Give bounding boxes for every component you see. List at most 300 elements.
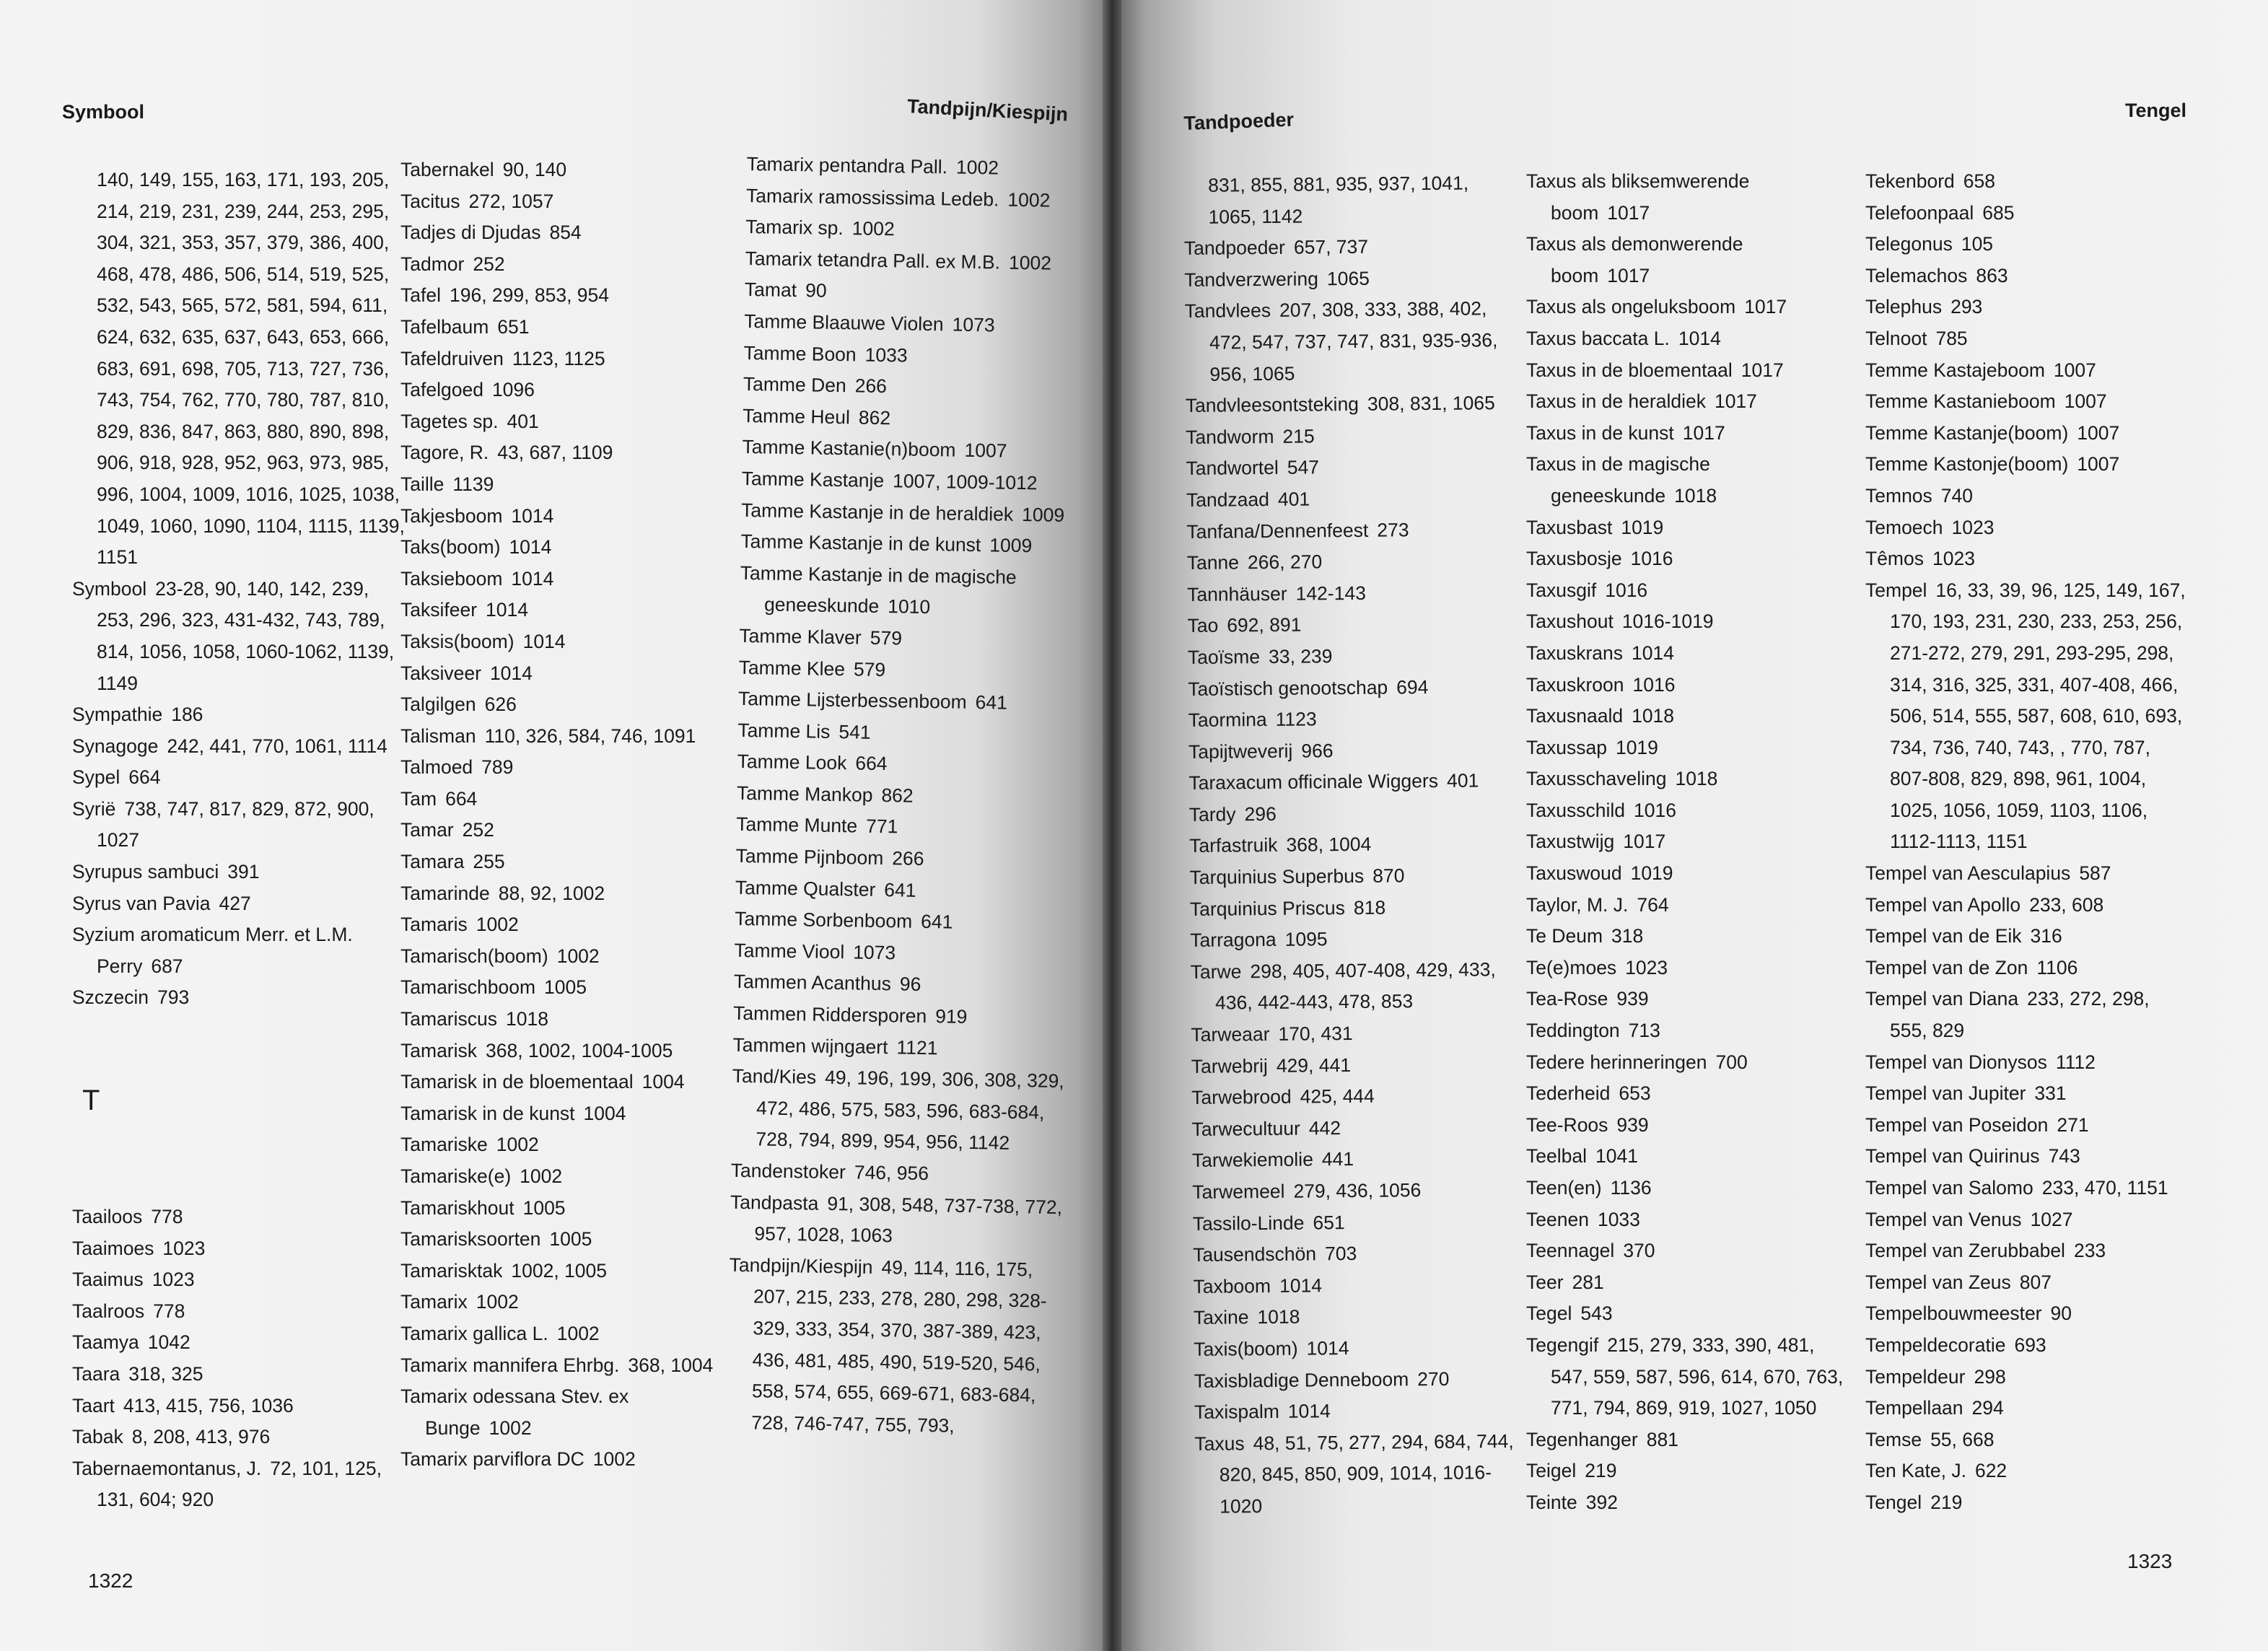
index-term: Tengel [1865,1491,1922,1513]
index-entry [1526,229,1844,292]
page-references: 1042 [147,1331,191,1354]
page-references: 664 [445,787,478,810]
index-term: Tamme Boon [743,341,857,365]
index-entry [72,1359,411,1391]
page-references: 90, 140 [502,159,567,180]
index-term: Talgilgen [400,693,476,716]
index-term: Taailoos [72,1206,143,1228]
index-entry [1194,1426,1520,1523]
index-term: Tamarix pentandra Pall. [746,152,948,178]
index-term: Tamarix odessana Stev. ex Bunge [400,1385,629,1439]
index-entry [1526,952,1844,984]
page-references: 1017 [1744,296,1787,318]
index-term: Tederheid [1526,1082,1611,1105]
page-references: 1016-1019 [1621,610,1714,633]
page-references: 1002 [489,1416,532,1439]
page-references: 1073 [852,941,896,964]
page-references: 298, 405, 407-408, 429, 433, 436, 442-443, 478, 853 [1214,958,1496,1015]
index-entry [1526,638,1844,670]
index-entry [1189,797,1514,831]
page-references: 1027 [2030,1208,2073,1230]
page-references: 296 [1244,802,1277,826]
index-entry [745,243,1081,280]
index-entry [1865,1047,2190,1079]
index-term: Taksifeer [400,599,478,621]
index-entry [1189,859,1514,894]
index-entry [746,180,1082,217]
page-references: 793 [157,986,190,1009]
index-entry [400,846,732,878]
index-term: Telegonus [1865,233,1953,255]
index-term: Taxus in de kunst [1526,421,1674,444]
index-term: Tamme Klaver [739,624,862,649]
page-references: 651 [1313,1211,1345,1234]
page-references: 1023 [162,1237,206,1259]
index-term: Synagoge [72,735,159,757]
index-term: Taxustwijg [1526,831,1615,853]
page-references: 1136 [1610,1177,1652,1199]
index-entry [1865,984,2190,1046]
page-references: 1014 [1287,1400,1331,1422]
page-references: 863 [1976,264,2008,286]
index-entry [72,794,411,857]
page-references: 429, 441 [1276,1054,1352,1077]
page-references: 579 [853,657,886,680]
page-references: 1018 [1675,768,1718,790]
index-term: Tempel van Apollo [1865,893,2021,916]
index-entry [1187,608,1512,642]
index-term: Tamarisch(boom) [400,945,548,967]
page-references: 641 [920,911,953,933]
index-term: Tammen Riddersporen [732,1002,927,1028]
index-entry [744,306,1080,343]
page-references: 1041 [1595,1145,1638,1168]
page-references: 442 [1308,1116,1341,1139]
index-term: Tempelbouwmeester [1865,1302,2042,1325]
page-references: 1002 [556,1322,600,1344]
page-references: 1106 [2036,956,2078,978]
index-entry [1865,543,2190,575]
page-references: 425, 444 [1300,1085,1375,1108]
page-references: 1002 [476,914,519,936]
index-term: Talmoed [400,756,473,779]
index-entry [1865,1298,2190,1330]
index-term: Tamme Kastanje [741,467,885,491]
index-entry [1191,1017,1515,1051]
index-entry [1185,293,1510,390]
page-references: 622 [1974,1460,2008,1482]
index-entry [400,1067,732,1098]
index-term: Symbool [72,577,147,600]
page-references: 279, 436, 1056 [1293,1179,1422,1202]
index-term: Tamarisk in de bloementaal [400,1071,634,1093]
page-references: 703 [1324,1243,1357,1265]
page-references: 743 [2048,1145,2080,1168]
index-entry [1865,292,2190,323]
index-term: Tamariskhout [400,1196,515,1219]
page-references: 1016 [1630,548,1673,570]
index-entry [400,406,732,438]
index-entry [740,558,1076,626]
index-term: Tamme Klee [738,656,846,680]
index-entry [1865,1330,2190,1362]
index-term: Te(e)moes [1526,956,1617,978]
page-references: 90 [2050,1302,2072,1325]
index-term: Tempel van Zerubbabel [1865,1240,2065,1262]
index-entry [1865,481,2190,512]
index-entry [1186,419,1510,454]
index-entry [1526,1424,1844,1456]
index-entry [743,400,1079,437]
index-entry [730,1155,1067,1192]
page-references: 55, 668 [1930,1428,1995,1450]
index-term: Syrupus sambuci [72,861,219,883]
page-references: 694 [1396,675,1429,698]
index-entry [400,941,732,973]
index-entry [1186,387,1510,422]
left-page [0,0,1111,1651]
index-term: Tammen Acanthus [733,971,892,995]
index-term: Temnos [1865,484,1932,507]
page-references: 90 [805,279,827,302]
index-entry [400,972,732,1004]
index-entry [72,1264,411,1296]
page-references: 110, 326, 584, 746, 1091 [484,724,696,747]
index-entry [1186,514,1511,548]
index-term: Têmos [1865,548,1924,570]
page-references: 1002 [955,156,999,179]
page-references: 653 [1619,1082,1651,1105]
page-references: 233 [2073,1240,2106,1262]
index-term: Syrus van Pavia [72,892,211,914]
entry-list [1183,167,1520,1523]
index-term: Tamarix [400,1291,468,1313]
index-column-6 [1865,166,2190,1519]
page-references: 96 [899,973,921,996]
page-references: 746, 956 [854,1161,929,1185]
index-entry [400,375,732,406]
index-entry [1865,1362,2190,1393]
index-entry [1187,545,1512,579]
index-term: Tamme Look [737,750,847,774]
index-entry [400,1318,732,1350]
index-entry [743,369,1080,406]
index-term: Tabernaemontanus, J. [72,1457,262,1479]
page-references: 215 [1282,425,1315,447]
index-term: Taxusschild [1526,799,1625,821]
page-references: 693 [2014,1334,2046,1356]
index-entry [1526,1204,1844,1236]
index-term: Taxusbosje [1526,548,1622,570]
page-references: 43, 687, 1109 [497,442,613,464]
page-references: 1033 [1597,1208,1640,1230]
page-references: 1073 [952,313,995,336]
index-entry [1865,890,2190,921]
index-entry [1191,1048,1516,1083]
index-term: Taoïsme [1187,646,1261,668]
page-references: 88, 92, 1002 [498,882,605,904]
running-head-left: Symbool [62,101,145,123]
page-references: 541 [839,720,871,743]
index-entry [1526,1455,1844,1487]
index-entry [1526,1298,1844,1330]
page-references: 252 [473,253,505,275]
index-entry [400,564,732,595]
page-references: 919 [934,1005,968,1028]
page-references: 778 [153,1300,185,1322]
page-references: 441 [1321,1148,1354,1170]
index-entry [1865,1110,2190,1142]
index-entry [400,1004,732,1035]
page-references: 196, 299, 853, 954 [449,284,610,307]
index-term: Tabak [72,1426,123,1448]
page-references: 1014 [486,599,528,621]
index-term: Tadmor [400,253,465,275]
index-entry [400,689,732,721]
index-term: Tamarischboom [400,976,536,999]
index-term: Taxus als ongeluksboom [1526,296,1736,318]
index-term: Tafelgoed [400,379,483,401]
page-references: 939 [1616,1113,1649,1136]
page-references: 271 [2057,1113,2089,1136]
entry-list [400,154,732,1476]
page-references: 1017 [1741,359,1784,381]
index-entry [1184,262,1509,297]
page-references: 1014 [511,504,554,527]
page-references: 1095 [1284,928,1328,951]
page-references: 48, 51, 75, 277, 294, 684, 744, 820, 845, 850, 909, 1014, 1016-1020 [1219,1429,1514,1518]
index-term: Taxussap [1526,736,1607,758]
page-references: 1004 [642,1071,685,1093]
index-entry [738,652,1074,688]
index-term: Teelbal [1526,1145,1587,1168]
index-entry [1526,1141,1844,1173]
page-references: 831, 855, 881, 935, 937, 1041, 1065, 1142 [1208,172,1469,228]
page-references: 740 [1940,484,1974,507]
page-references: 105 [1961,233,1994,255]
index-term: Teen(en) [1526,1177,1602,1199]
index-term: Sympathie [72,704,163,726]
page-references: 1014 [489,662,533,684]
index-term: Taille [400,473,445,495]
page-references: 140, 149, 155, 163, 171, 193, 205, 214, 219, 231, 239, 244, 253, 295, 304, 321, 353, 357, 379, 386, 400, 468, 478, 486, 506, 514, 519, 525, 532, 543, 565, 572, 581, 594, 611, 624, 632, 635, 637, 643, 653, 666, 683, 691, 698, 705, 713, 727, 736, 743, 754, 762, 770, 780, 787, 810, 829, 836, 847, 863, 880, 890, 898, 906, 918, 928, 952, 963, 973, 985, 996, 1004, 1009, 1016, 1025, 1038, 1049, 1060, 1090, 1104, 1115, 1139, 1151 [97,169,405,569]
index-entry [400,595,732,626]
page-references: 862 [881,784,914,807]
index-term: Tamarix sp. [745,216,844,240]
index-term: Tegel [1526,1302,1572,1325]
index-term: Tammen wijngaert [732,1033,888,1058]
running-head-left: Tandpoeder [1183,108,1295,134]
index-entry [1183,167,1509,233]
index-entry [400,815,732,846]
index-entry [741,463,1077,500]
page-references: 1014 [1306,1337,1349,1359]
page-references: 33, 239 [1268,645,1333,667]
page-references: 1007 [2053,359,2096,381]
page-references: 1017 [1714,390,1757,413]
page-references: 579 [870,626,903,649]
index-entry [1865,449,2190,481]
index-term: Tamar [400,819,454,841]
index-entry [1526,1330,1844,1424]
index-entry [1526,606,1844,638]
page-references: 1019 [1615,736,1658,758]
index-term: Temme Kastanieboom [1865,390,2056,413]
index-entry [400,1444,732,1476]
page-references: 1033 [864,343,908,367]
page-references: 1014 [1632,641,1674,664]
index-entry [400,626,732,658]
index-entry [737,778,1073,815]
index-term: Tamariscus [400,1008,498,1030]
page-references: 1009 [989,534,1033,557]
page-references: 807 [2019,1271,2052,1293]
index-entry [734,966,1070,1003]
page-references: 1009 [1021,503,1065,526]
index-entry [72,574,411,699]
index-entry [400,752,732,784]
index-term: Tafeldruiven [400,347,504,369]
index-term: Tamarisksoorten [400,1228,541,1251]
index-term: Tamme Mankop [736,781,873,806]
index-term: Tekenbord [1865,170,1955,192]
index-term: Tarweaar [1191,1023,1270,1046]
index-entry [1526,1110,1844,1142]
index-entry [400,532,732,564]
index-term: Taoïstisch genootschap [1188,676,1388,700]
index-term: Tamarix gallica L. [400,1322,548,1344]
index-term: Teigel [1526,1460,1577,1482]
index-entry [1188,639,1512,674]
index-term: Taraxacum officinale Wiggers [1188,770,1439,794]
index-term: Taxus in de heraldiek [1526,390,1706,413]
index-entry [1186,482,1511,517]
index-entry [1526,826,1844,858]
page-references: 1014 [522,630,566,652]
index-entry [400,1129,732,1161]
page-references: 1014 [1678,327,1721,349]
page-references: 401 [1446,769,1479,792]
index-term: Telnoot [1865,327,1927,349]
index-term: Teinte [1526,1491,1577,1513]
page-references: 427 [219,892,251,914]
index-term: Tempel van Diana [1865,988,2019,1010]
index-term: Taksiveer [400,662,481,684]
page-references: 785 [1935,327,1968,349]
index-term: Tandvleesontsteking [1185,393,1360,417]
index-entry [1865,323,2190,355]
index-term: Taxus als demonwerende boom [1526,233,1743,286]
index-entry [400,1161,732,1193]
index-term: Tamme Viool [734,939,845,963]
index-term: Taxus in de magische geneeskunde [1526,453,1710,507]
page-references: 1017 [1682,421,1725,444]
page-references: 219 [1930,1491,1963,1513]
index-entry [1187,577,1512,611]
index-term: Taxuskroon [1526,673,1624,696]
index-term: Tao [1187,614,1219,637]
page-references: 870 [1372,864,1405,887]
index-term: Taxus baccata L. [1526,327,1670,349]
index-term: Tamme Den [743,373,846,397]
page-references: 233, 608 [2029,893,2104,916]
page-references: 1002 [1007,188,1051,211]
index-term: Telefoonpaal [1865,201,1974,224]
page-references: 881 [1646,1428,1678,1450]
page-references: 1017 [1623,831,1666,853]
page-references: 1017 [1607,201,1650,224]
index-entry [1865,575,2190,858]
index-term: Taxine [1193,1306,1249,1329]
page-references: 1018 [1674,484,1717,507]
index-entry [1526,732,1844,764]
page-references: 186 [171,704,203,726]
index-term: Tee-Roos [1526,1113,1608,1136]
index-column-2 [400,154,732,1476]
index-entry [400,1256,732,1287]
index-entry [735,841,1072,877]
index-term: Tandpasta [730,1191,819,1214]
index-term: Tamariske [400,1134,488,1156]
index-entry [1526,701,1844,732]
index-term: Temse [1865,1428,1922,1450]
index-term: Taxuswoud [1526,862,1622,885]
page-references: 685 [1982,201,2015,224]
page-references: 294 [1971,1397,2004,1419]
index-entry [72,762,411,794]
index-term: Tamara [400,851,465,873]
index-term: Taaimus [72,1269,144,1291]
index-entry [730,1186,1066,1254]
index-term: Tamat [744,279,797,302]
index-entry [1526,1047,1844,1079]
page-references: 298 [1974,1365,2006,1388]
index-entry [1865,921,2190,952]
page-references: 626 [484,693,517,716]
page-references: 49, 196, 199, 306, 308, 329, 472, 486, 575, 583, 596, 683-684, 728, 794, 899, 954, 956, 1142 [756,1067,1064,1155]
index-term: Tamarisk in de kunst [400,1102,575,1124]
index-term: Teennagel [1526,1240,1615,1262]
index-entry [400,249,732,281]
index-entry [734,935,1070,972]
index-term: Taxisbladige Denneboom [1194,1367,1409,1392]
index-term: Tadjes di Djudas [400,222,541,244]
page-references: 778 [151,1206,183,1228]
index-entry [72,857,411,888]
page-references: 266 [854,375,888,398]
index-entry [745,274,1081,311]
index-term: Tedere herinneringen [1526,1051,1707,1073]
index-term: Ten Kate, J. [1865,1460,1966,1482]
index-term: Telephus [1865,296,1943,318]
page-references: 771 [865,815,898,838]
page-references: 1139 [452,473,494,495]
index-entry [72,1453,411,1516]
index-entry [1194,1363,1518,1398]
page-references: 1016 [1633,799,1676,821]
index-entry [400,343,732,375]
page-references: 8, 208, 413, 976 [131,1426,271,1448]
page-references: 1010 [887,595,931,618]
page-references: 16, 33, 39, 96, 125, 149, 167, 170, 193, 231, 230, 233, 253, 256, 271-272, 279, 291, 293-295, 298, 314, 316, 325, 331, 407-408, 466, 506, 514, 555, 587, 608, 610, 693, 734, 736, 740, 743, , 770, 787, 807-808, 829, 898, 961, 1004, 1025, 1056, 1059, 1103, 1106, 1112-1113, 1151 [1890,579,2186,853]
entry-list [72,165,411,1014]
entry-list [727,149,1082,1443]
book-gutter [1103,0,1121,1651]
index-entry [1865,355,2190,387]
index-term: Tempeldecoratie [1865,1334,2006,1356]
index-entry [400,186,732,218]
page-references: 49, 114, 116, 175, 207, 215, 233, 278, 280, 298, 328-329, 333, 354, 370, 387-389, 423, 436, 481, 485, 490, 519-520, 546, 558, 574, 655, 669-671, 683-684, 728, 746-747, 755, 793, [751,1256,1047,1437]
